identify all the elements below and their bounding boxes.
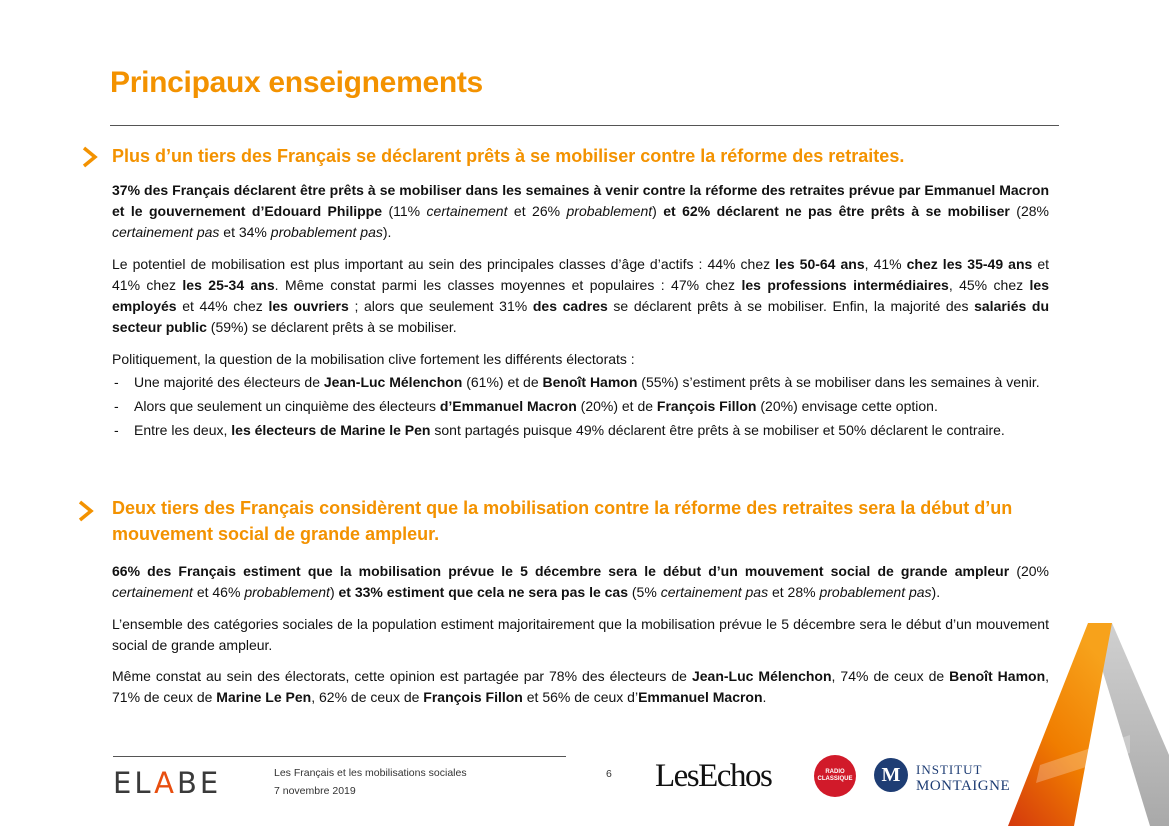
text-italic: certainement [112, 584, 193, 600]
text-bold: et 33% estiment que cela ne sera pas le cas [338, 584, 628, 600]
report-date: 7 novembre 2019 [274, 785, 356, 797]
text: ) [652, 203, 664, 219]
text: et 56% de ceux d’ [522, 689, 639, 705]
text: et 26% [507, 203, 567, 219]
text: sont partagés puisque 49% déclarent être prêts à se mobiliser et 50% déclarent le contraire. [430, 422, 1005, 438]
text-bold: 66% des Français estiment que la mobilisation prévue le 5 décembre sera le début d’un mouvement social de grande ampleur [112, 563, 1010, 579]
text: et 34% [219, 224, 271, 240]
footer-divider [113, 756, 566, 757]
logo-text: BE [177, 766, 222, 800]
text: ). [931, 584, 941, 600]
section1-bullet-list [112, 372, 1049, 444]
text: Le potentiel de mobilisation est plus important au sein des principales classes d’âge d’actifs : 44% chez [112, 256, 776, 272]
text-bold: Benoît Hamon [542, 374, 638, 390]
section2-heading: Deux tiers des Français considèrent que la mobilisation contre la réforme des retraites sera la début d’un mouvement social de grande ampleur. [112, 498, 1013, 544]
les-echos-logo: LesEchos [655, 758, 772, 794]
text: (5% [628, 584, 661, 600]
section1-paragraph-3: Politiquement, la question de la mobilisation clive fortement les différents électorats : [112, 351, 635, 367]
text-italic: probablement [566, 203, 653, 219]
text: , 62% de ceux de [311, 689, 424, 705]
text-bold: les 50-64 ans [775, 256, 865, 272]
text: et 28% [768, 584, 820, 600]
institut-montaigne-logo [916, 762, 1010, 794]
logo-text-accent: A [154, 766, 177, 800]
list-item [112, 420, 1049, 441]
text: , 45% chez [948, 277, 1030, 293]
text-italic: probablement [244, 584, 330, 600]
text: se déclarent prêts à se mobiliser. Enfin, la majorité des [607, 298, 975, 314]
text-italic: certainement pas [112, 224, 220, 240]
logo-line: RADIO [825, 769, 845, 775]
text: (20%) envisage cette option. [756, 398, 938, 414]
decorative-a-logo-icon [1000, 615, 1169, 826]
text-bold: chez les 35-49 ans [906, 256, 1033, 272]
text: Une majorité des électeurs de [134, 374, 324, 390]
list-item [112, 396, 1049, 417]
chevron-right-icon [82, 146, 98, 168]
section1-paragraph-2 [112, 254, 1049, 338]
text: et 41% chez [112, 256, 1049, 293]
list-item [112, 372, 1049, 393]
text-bold: et 62% déclarent ne pas être prêts à se mobiliser [663, 203, 1010, 219]
text: (55%) s’estiment prêts à se mobiliser dans les semaines à venir. [637, 374, 1040, 390]
text: (11% [382, 203, 427, 219]
text: Même constat au sein des électorats, cette opinion est partagée par 78% des électeurs de [112, 668, 692, 684]
elabe-logo [113, 766, 221, 800]
text: et 44% chez [176, 298, 269, 314]
text-bold: Marine Le Pen [216, 689, 312, 705]
text-bold: Emmanuel Macron [638, 689, 763, 705]
text-bold: Benoît Hamon [949, 668, 1046, 684]
logo-line: MONTAIGNE [916, 778, 1011, 794]
report-title: Les Français et les mobilisations sociales [274, 767, 467, 779]
text-bold: Jean-Luc Mélenchon [323, 374, 463, 390]
text: (59%) se déclarent prêts à se mobiliser. [206, 319, 457, 335]
text-italic: certainement [426, 203, 508, 219]
text-bold: François Fillon [656, 398, 757, 414]
section2-paragraph-1 [112, 561, 1049, 603]
text-bold: les employés [112, 277, 1049, 314]
text: (20% [1009, 563, 1050, 579]
text: . Même constat parmi les classes moyennes et populaires : 47% chez [274, 277, 742, 293]
text-bold: des cadres [532, 298, 608, 314]
section1-paragraph-1 [112, 180, 1049, 243]
text-italic: certainement pas [660, 584, 769, 600]
text-italic: probablement pas [270, 224, 383, 240]
text: Alors que seulement un cinquième des électeurs [134, 398, 440, 414]
institut-montaigne-mark: M [874, 758, 908, 792]
text: et 46% [192, 584, 245, 600]
section2-paragraph-2: L’ensemble des catégories sociales de la population estiment majoritairement que la mobilisation prévue le 5 décembre sera le début d’un mouvement social de grande ampleur. [112, 616, 1049, 653]
text: , 71% de ceux de [112, 668, 1050, 705]
text-bold: François Fillon [423, 689, 523, 705]
text-italic: probablement pas [819, 584, 932, 600]
text: ). [382, 224, 392, 240]
text-bold: les 25-34 ans [182, 277, 275, 293]
page-number: 6 [606, 768, 612, 780]
radio-classique-label [814, 769, 856, 783]
text: (28% [1009, 203, 1049, 219]
text-bold: d’Emmanuel Macron [439, 398, 577, 414]
text: . [762, 689, 767, 705]
logo-line: CLASSIQUE [817, 776, 853, 782]
section1-heading: Plus d’un tiers des Français se déclarent prêts à se mobiliser contre la réforme des retraites. [112, 146, 905, 166]
logo-line: INSTITUT [916, 762, 983, 777]
text: ; alors que seulement 31% [348, 298, 533, 314]
text: , 74% de ceux de [831, 668, 950, 684]
text-bold: salariés du secteur public [112, 298, 1050, 335]
text-bold: les électeurs de Marine le Pen [231, 422, 431, 438]
section2-paragraph-3 [112, 666, 1049, 708]
text: ) [329, 584, 339, 600]
text-bold: les professions intermédiaires [741, 277, 949, 293]
chevron-right-icon [78, 500, 94, 522]
text: Entre les deux, [134, 422, 232, 438]
title-divider [110, 125, 1059, 126]
text: (61%) et de [462, 374, 543, 390]
text-bold: 37% des Français déclarent être prêts à se mobiliser dans les semaines à venir contre la réforme des retraites prévue par Emmanuel Macron et le gouvernement d’Edouard Philippe [112, 182, 1049, 219]
text-bold: les ouvriers [268, 298, 349, 314]
text: (20%) et de [576, 398, 657, 414]
radio-classique-logo [814, 755, 856, 797]
text-bold: Jean-Luc Mélenchon [691, 668, 832, 684]
page-title: Principaux enseignements [110, 66, 483, 99]
text: , 41% [864, 256, 907, 272]
logo-text: EL [113, 766, 155, 800]
